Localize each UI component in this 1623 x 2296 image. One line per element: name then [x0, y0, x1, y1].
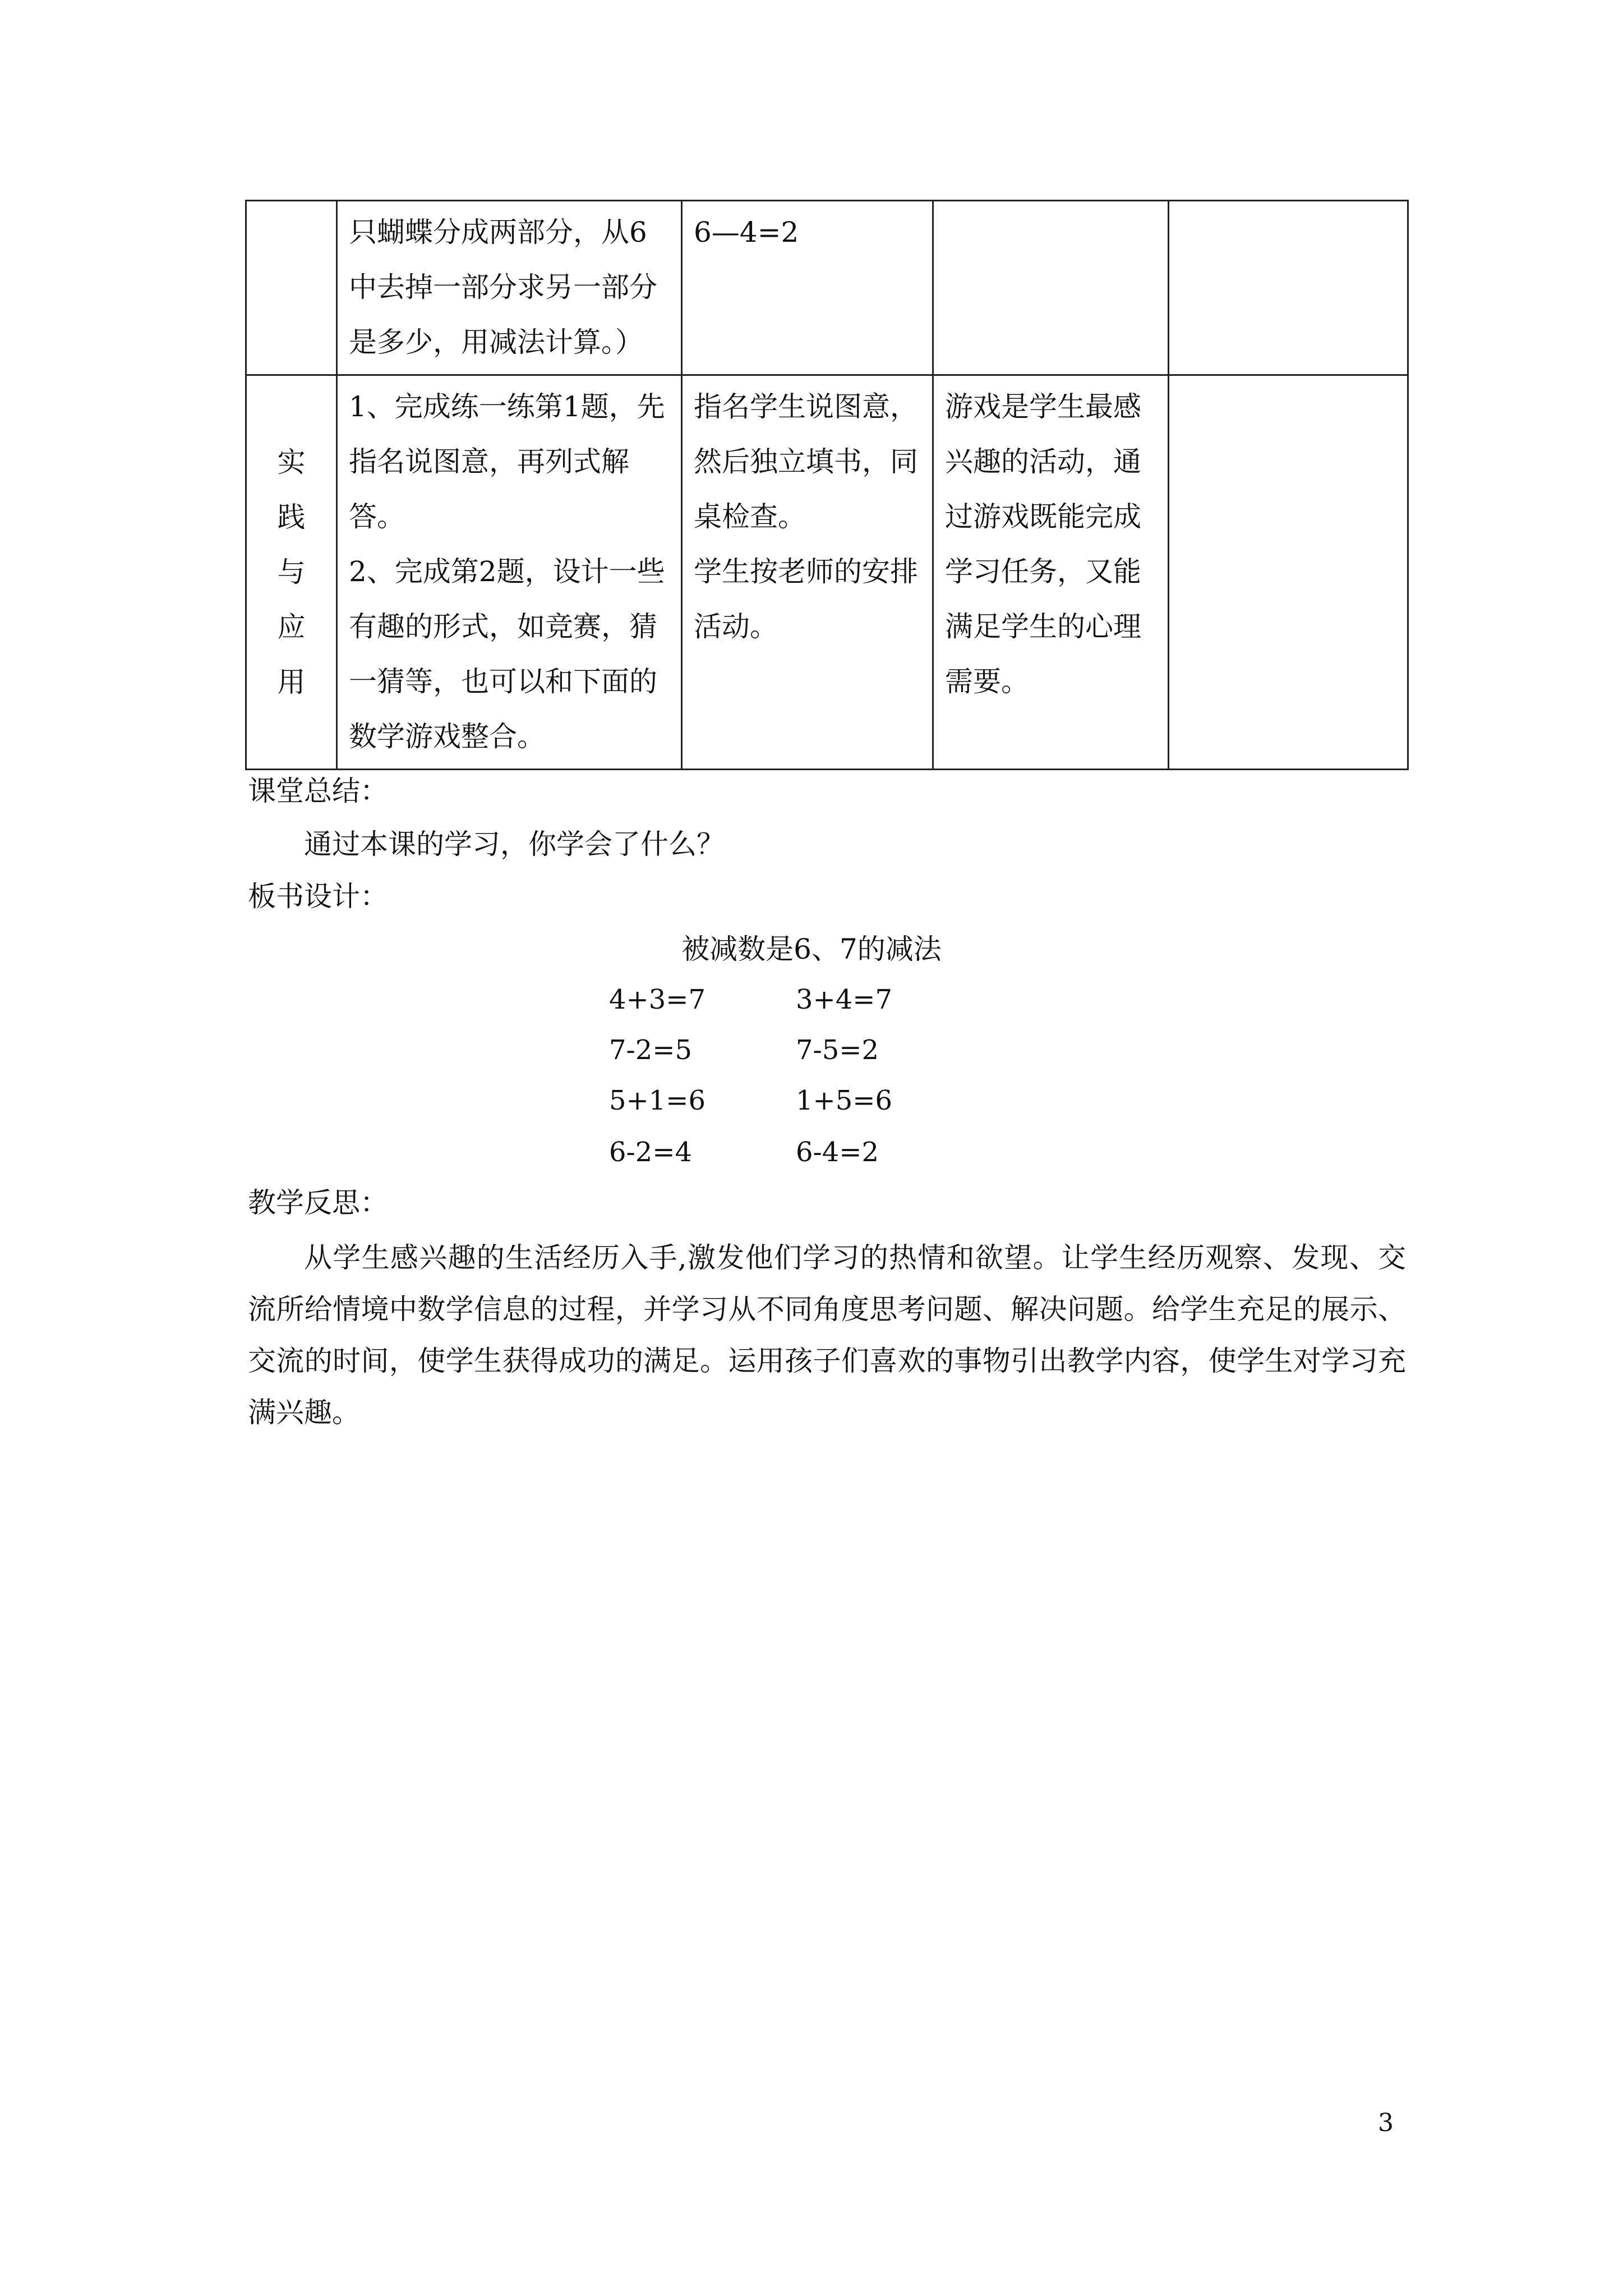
- board-equation: 1+5=6: [796, 1085, 893, 1116]
- teacher-activity-item: 1、完成练一练第1题，先指名说图意，再列式解答。: [349, 390, 665, 533]
- stage-char: 与: [277, 556, 306, 588]
- student-activity-cell: [682, 375, 933, 770]
- board-equation: 6-2=4: [609, 1137, 693, 1168]
- stage-char: 用: [277, 666, 306, 698]
- board-title: 被减数是6、7的减法: [681, 933, 942, 965]
- design-intent-cell: 游戏是学生最感兴趣的活动，通过游戏既能完成学习任务，又能满足学生的心理需要。: [933, 375, 1169, 770]
- stage-cell: [246, 375, 337, 770]
- stage-cell: [246, 201, 337, 375]
- summary-label: 课堂总结：: [248, 775, 388, 807]
- summary-text: 通过本课的学习，你学会了什么？: [304, 828, 725, 861]
- stage-char: 应: [277, 611, 306, 643]
- student-activity-item: 指名学生说图意，然后独立填书，同桌检查。: [694, 390, 918, 533]
- board-equation: 7-2=5: [609, 1034, 693, 1066]
- board-design-label: 板书设计：: [248, 880, 388, 913]
- notes-cell: [1169, 201, 1408, 375]
- board-equation: 5+1=6: [609, 1085, 706, 1116]
- design-intent-cell: [933, 201, 1169, 375]
- table-row: [246, 201, 1408, 375]
- lesson-plan-table: [245, 200, 1409, 770]
- student-activity-item: 学生按老师的安排活动。: [694, 555, 918, 643]
- stage-char: 践: [277, 501, 306, 533]
- teacher-activity-item: 2、完成第2题，设计一些有趣的形式，如竞赛，猜一猜等，也可以和下面的数学游戏整合。: [349, 555, 665, 753]
- page-number: 3: [1378, 2109, 1394, 2137]
- notes-cell: [1169, 375, 1408, 770]
- table-row: [246, 375, 1408, 770]
- reflection-label: 教学反思：: [248, 1186, 388, 1219]
- board-equation: 7-5=2: [796, 1034, 879, 1066]
- teacher-activity-cell: 只蝴蝶分成两部分，从6中去掉一部分求另一部分是多少，用减法计算。）: [337, 201, 682, 375]
- student-activity-cell: 6—4=2: [682, 201, 933, 375]
- stage-label-vertical: [278, 435, 306, 710]
- stage-char: 实: [277, 446, 306, 478]
- board-equation: 3+4=7: [796, 984, 893, 1015]
- teacher-activity-cell: [337, 375, 682, 770]
- board-equation: 6-4=2: [796, 1137, 879, 1168]
- reflection-text: 从学生感兴趣的生活经历入手,激发他们学习的热情和欲望。让学生经历观察、发现、交流所给情境中数学信息的过程，并学习从不同角度思考问题、解决问题。给学生充足的展示、交流的时间，使学生获得成功的满足。运用孩子们喜欢的事物引出教学内容，使学生对学习充满兴趣。: [248, 1241, 1406, 1429]
- board-equation: 4+3=7: [609, 984, 706, 1015]
